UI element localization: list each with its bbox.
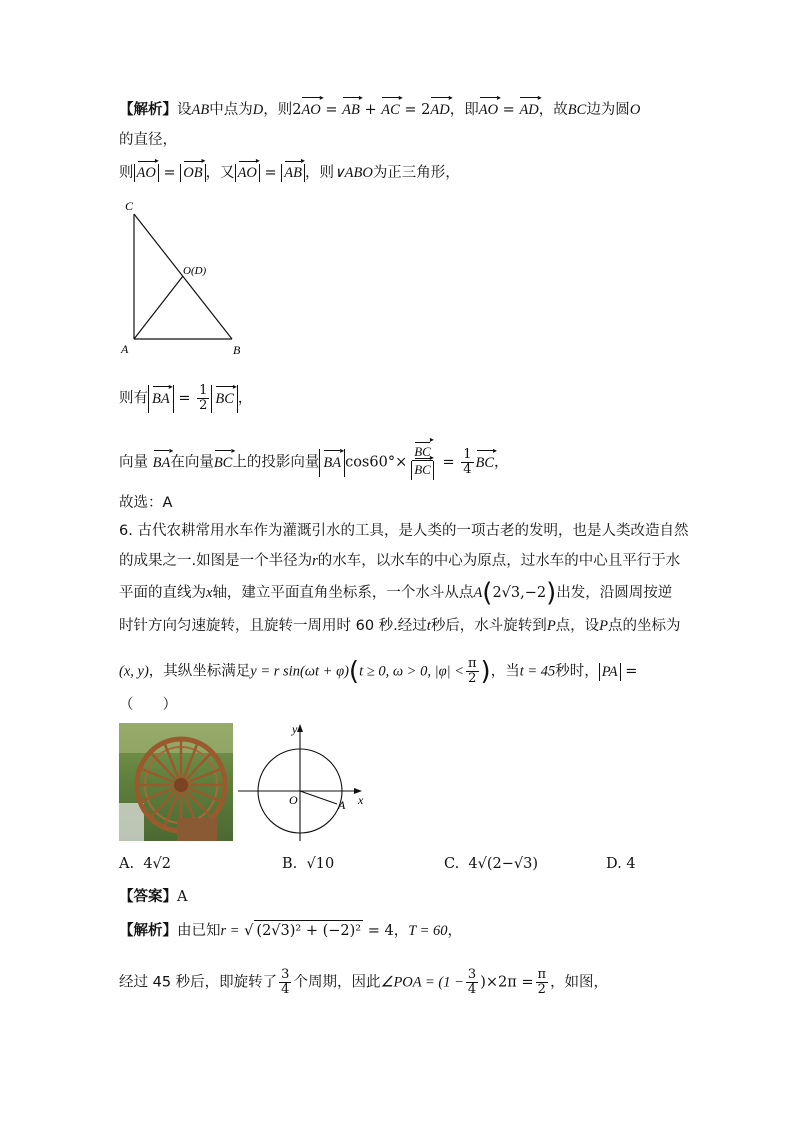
option-a[interactable]: A. 4√2 (119, 856, 172, 872)
label-y: y (292, 722, 298, 736)
q6-line2: 的成果之一.如图是一个半径为r的水车，以水车的中心为原点，过水车的中心且平行于水 (119, 553, 681, 569)
q6-line3: 平面的直线为x轴，建立平面直角坐标系，一个水斗从点A(2√3,−2)出发，沿圆周按逆 (119, 578, 673, 608)
q6-line1: 6. 古代农耕常用水车作为灌溉引水的工具，是人类的一项古老的发明，也是人类改造自然 (119, 523, 689, 539)
label-A: A (338, 798, 346, 812)
label-A: A (121, 342, 129, 356)
label-OD: O(D) (183, 265, 207, 277)
triangle-figure (115, 196, 255, 361)
q6-line4: 时针方向匀速旋转，且旋转一周用时 60 秒.经过t秒后，水斗旋转到P点，设P点的坐标为 (119, 618, 681, 634)
sol2-line1: 【解析】由已知r = √ (2√3)² + (−2)² = 4，T = 60， (119, 920, 462, 941)
sol1-answer: 故选：A (119, 495, 173, 511)
sol2-line2: 经过 45 秒后，即旋转了 $\frac{3}{4}$ 个周期，因此∠POA = (1 − $\frac{3}{4}$ )×2π = $\frac{\pi}{2}$ ，如图， (119, 967, 609, 997)
option-c[interactable]: C. 4√(2−√3) (444, 856, 539, 872)
sol1-line2: 的直径， (119, 132, 177, 148)
option-b[interactable]: B. √10 (282, 856, 335, 872)
sol1-line5: 向量 BA ▸在向量BC ▸上的投影向量 BA ▸ cos60°× $\frac{BC ▸}{BC}$ ▸ = $\frac{1}{4}$ BC ▸， (119, 445, 509, 480)
q6-blank: （ ） (119, 697, 177, 713)
sol1-line3: 则 AO ▸ = OB ▸ ，又 AO ▸ = AB ▸ ，则∨ABO为正三角形， (119, 163, 460, 183)
sol1-line1: 【解析】设AB中点为D，则2AO ▸ = AB ▸ + AC ▸ = 2AD ▸，即AO ▸ = AD ▸，故BC边为圆O (119, 100, 640, 120)
coordinate-circle-figure (230, 720, 375, 845)
label-x: x (358, 793, 364, 807)
label-B: B (233, 343, 241, 357)
label-C: C (125, 199, 134, 213)
q6-line5: (x, y)，其纵坐标满足y = r sin(ωt + φ)(t ≥ 0, ω > 0, |φ| < $\frac{\pi}{2}$ )，当t = 45秒时， PA = (119, 656, 638, 687)
water-wheel-photo (119, 723, 233, 841)
label-O: O (289, 793, 298, 807)
answer-line: 【答案】A (119, 889, 188, 905)
sol1-line4: 则有 BA ▸ = $\frac{1}{2}$ BC ▸ ， (119, 384, 252, 413)
option-d[interactable]: D. 4 (606, 856, 636, 872)
